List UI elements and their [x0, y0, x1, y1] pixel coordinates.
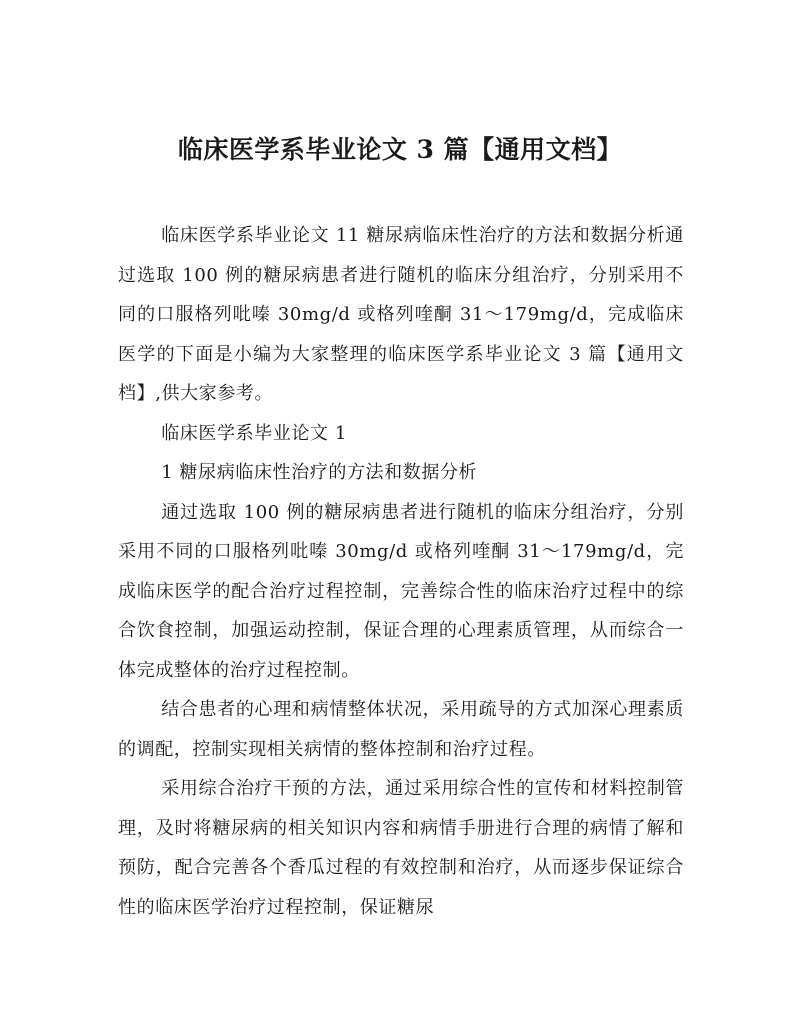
- paragraph-intervention: 采用综合治疗干预的方法，通过采用综合性的宣传和材料控制管理，及时将糖尿病的相关知识内容和病情手册进行合理的病情了解和预防，配合完善各个香瓜过程的有效控制和治疗，从而逐步保证综合性的临床医学治疗过程控制，保证糖尿: [118, 778, 684, 918]
- paragraph-subheading: 1 糖尿病临床性治疗的方法和数据分析: [161, 462, 478, 483]
- document-title: 临床医学系毕业论文 3 篇【通用文档】: [177, 135, 623, 164]
- paragraph-methods: 通过选取 100 例的糖尿病患者进行随机的临床分组治疗，分别采用不同的口服格列吡嗪 30mg/d 或格列喹酮 31～179mg/d，完成临床医学的配合治疗过程控制，完善综合性的临床治疗过程中的综合饮食控制，加强运动控制，保证合理的心理素质管理，从而综合一体完成整体的治疗过程控制。: [118, 501, 684, 681]
- paragraph-psychology: 结合患者的心理和病情整体状况，采用疏导的方式加深心理素质的调配，控制实现相关病情的整体控制和治疗过程。: [118, 699, 684, 760]
- paragraph-section-heading: 临床医学系毕业论文 1: [161, 422, 347, 444]
- paragraph-intro: 临床医学系毕业论文 11 糖尿病临床性治疗的方法和数据分析通过选取 100 例的糖尿病患者进行随机的临床分组治疗，分别采用不同的口服格列吡嗪 30mg/d 或格列喹酮 31～179mg/d，完成临床医学的下面是小编为大家整理的临床医学系毕业论文 3 篇【通用文档】,供大家参考。: [118, 225, 684, 404]
- document-body: [118, 216, 684, 927]
